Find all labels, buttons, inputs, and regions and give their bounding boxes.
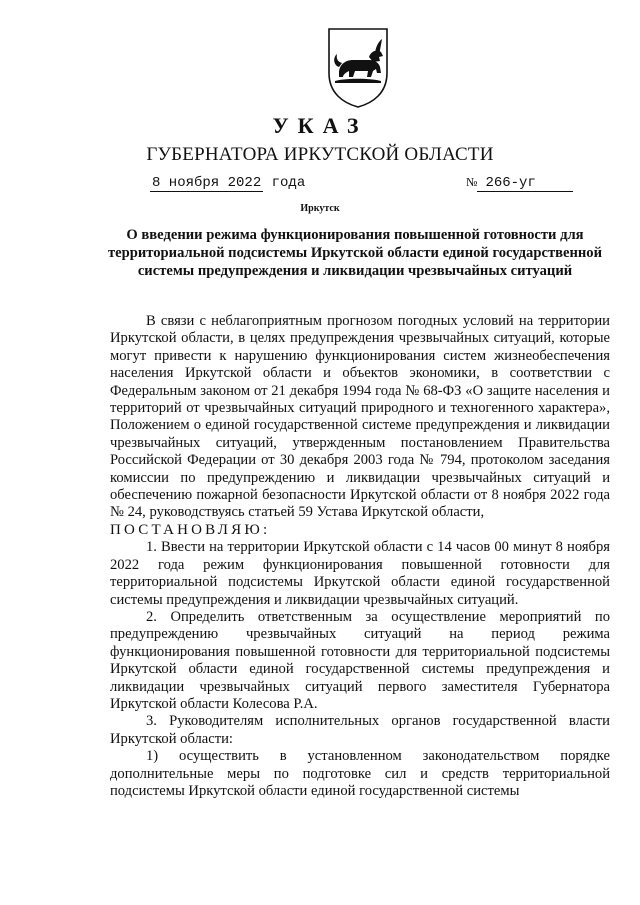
clause-3: 3. Руководителям исполнительных органов государственной власти Иркутской области:: [110, 713, 610, 747]
clause-2: 2. Определить ответственным за осуществление мероприятий по предупреждению чрезвычайных ситуаций на период режима функционирования повышенной готовности для территориальной подсистемы Иркутской области единой государственной системы предупреждения и ликвидации чрезвычайных ситуаций первого заместителя Губернатора Иркутской области Колесова Р.А.: [110, 608, 610, 712]
preamble-paragraph: В связи с неблагоприятным прогнозом погодных условий на территории Иркутской области, в целях предупреждения чрезвычайных ситуаций, которые могут привести к нарушению функционирования систем жизнеобеспечения населения Иркутской области и объектов экономики, в соответствии с Федеральным законом от 21 декабря 1994 года № 68-ФЗ «О защите населения и территорий от чрезвычайных ситуаций природного и техногенного характера», Положением о единой государственной системе предупреждения и ликвидации чрезвычайных ситуаций, утвержденным постановлением Правительства Российской Федерации от 30 декабря 2003 года № 794, протоколом заседания комиссии по предупреждению и ликвидации чрезвычайных ситуаций и обеспечению пожарной безопасности Иркутской области от 8 ноября 2022 года № 24, руководствуясь статьей 59 Устава Иркутской области,: [110, 313, 610, 521]
clause-3-1: 1) осуществить в установленном законодательством порядке дополнительные меры по подготовке сил и средств территориальной подсистемы Иркутской области единой государственной системы: [110, 748, 610, 799]
document-subtitle: ГУБЕРНАТОРА ИРКУТСКОЙ ОБЛАСТИ: [146, 144, 494, 165]
number-sign: №: [466, 175, 478, 189]
date-value: 8 ноября 2022: [152, 175, 262, 191]
irkutsk-coat-of-arms-icon: [325, 27, 391, 109]
date-suffix: года: [271, 175, 306, 191]
city-label: Иркутск: [300, 203, 340, 214]
decree-heading: О введении режима функционирования повышенной готовности для территориальной подсистемы Иркутской области единой государственной системы предупреждения и ликвидации чрезвычайных ситуаций: [108, 227, 602, 279]
decree-body: [110, 313, 610, 800]
decree-number: [466, 175, 573, 192]
clause-1: 1. Ввести на территории Иркутской области с 14 часов 00 минут 8 ноября 2022 года режим функционирования повышенной готовности для территориальной подсистемы Иркутской области единой государственной системы предупреждения и ликвидации чрезвычайных ситуаций.: [110, 539, 610, 608]
number-value: 266-уг: [477, 175, 573, 192]
decree-word: ПОСТАНОВЛЯЮ:: [110, 521, 271, 538]
document-title: УКАЗ: [272, 113, 368, 138]
decree-date: [150, 175, 305, 192]
